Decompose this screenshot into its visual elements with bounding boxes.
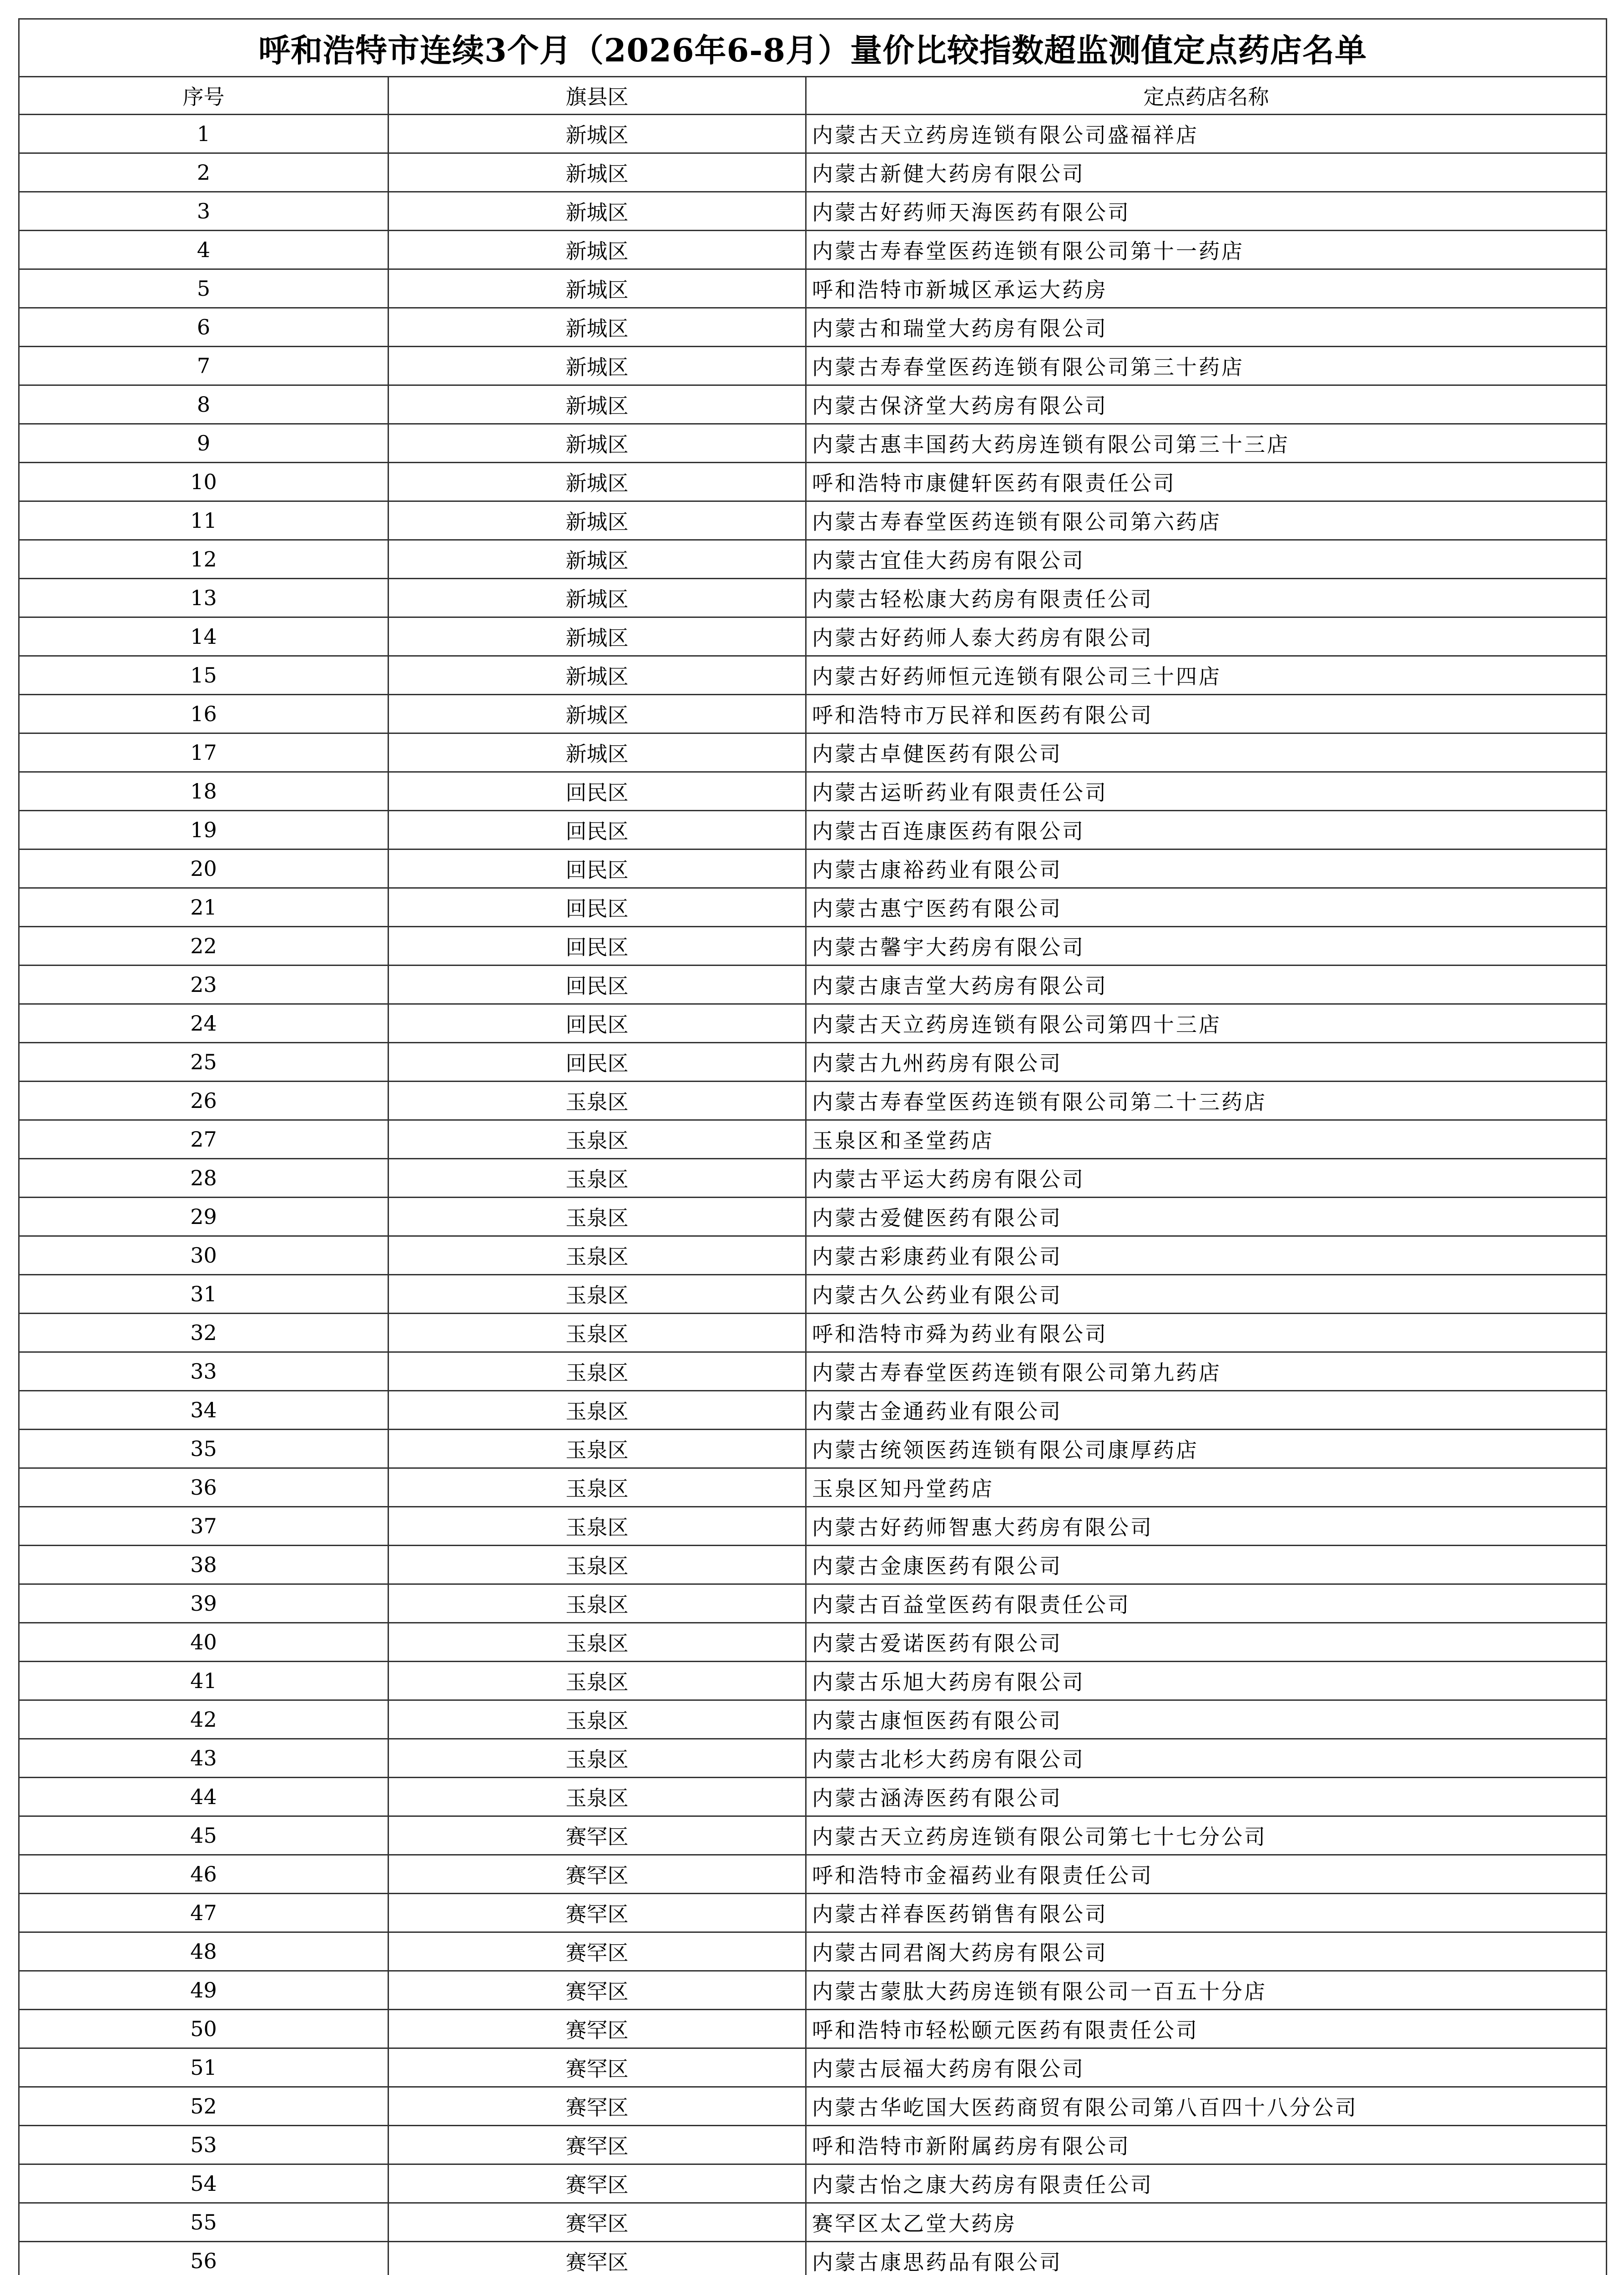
cell-seq: 13 [19, 579, 388, 617]
table-row [19, 1468, 1607, 1507]
cell-pharmacy-name: 内蒙古寿春堂医药连锁有限公司第二十三药店 [806, 1082, 1607, 1120]
cell-district: 玉泉区 [388, 1275, 806, 1314]
cell-district: 回民区 [388, 772, 806, 811]
table-row [19, 966, 1607, 1004]
table-row [19, 153, 1607, 192]
table-row [19, 231, 1607, 269]
cell-district: 玉泉区 [388, 1352, 806, 1391]
cell-district: 新城区 [388, 656, 806, 695]
cell-seq: 20 [19, 849, 388, 888]
cell-district: 玉泉区 [388, 1507, 806, 1546]
cell-pharmacy-name: 内蒙古康恒医药有限公司 [806, 1700, 1607, 1739]
cell-seq: 41 [19, 1662, 388, 1700]
cell-district: 新城区 [388, 579, 806, 617]
cell-district: 回民区 [388, 966, 806, 1004]
title-row [19, 19, 1607, 77]
table-row [19, 540, 1607, 579]
table-row [19, 1894, 1607, 1932]
cell-district: 玉泉区 [388, 1778, 806, 1816]
cell-district: 新城区 [388, 617, 806, 656]
cell-district: 玉泉区 [388, 1468, 806, 1507]
table-row [19, 1700, 1607, 1739]
cell-pharmacy-name: 呼和浩特市轻松颐元医药有限责任公司 [806, 2010, 1607, 2048]
cell-seq: 5 [19, 269, 388, 308]
cell-seq: 3 [19, 192, 388, 231]
table-row [19, 1043, 1607, 1082]
cell-seq: 9 [19, 424, 388, 463]
cell-district: 玉泉区 [388, 1700, 806, 1739]
cell-district: 玉泉区 [388, 1236, 806, 1275]
cell-district: 新城区 [388, 695, 806, 733]
cell-seq: 27 [19, 1120, 388, 1159]
cell-seq: 32 [19, 1314, 388, 1352]
cell-seq: 50 [19, 2010, 388, 2048]
cell-seq: 31 [19, 1275, 388, 1314]
cell-pharmacy-name: 内蒙古乐旭大药房有限公司 [806, 1662, 1607, 1700]
cell-district: 玉泉区 [388, 1391, 806, 1430]
cell-seq: 47 [19, 1894, 388, 1932]
header-row [19, 77, 1607, 115]
cell-seq: 8 [19, 385, 388, 424]
cell-district: 回民区 [388, 927, 806, 966]
cell-seq: 43 [19, 1739, 388, 1778]
cell-district: 赛罕区 [388, 2126, 806, 2164]
cell-pharmacy-name: 内蒙古康思药品有限公司 [806, 2242, 1607, 2275]
cell-district: 新城区 [388, 269, 806, 308]
table-row [19, 2242, 1607, 2275]
table-row [19, 424, 1607, 463]
cell-seq: 24 [19, 1004, 388, 1043]
cell-district: 玉泉区 [388, 1623, 806, 1662]
cell-seq: 37 [19, 1507, 388, 1546]
table-row [19, 1004, 1607, 1043]
cell-pharmacy-name: 内蒙古平运大药房有限公司 [806, 1159, 1607, 1198]
cell-district: 赛罕区 [388, 2087, 806, 2126]
cell-pharmacy-name: 内蒙古惠宁医药有限公司 [806, 888, 1607, 927]
cell-pharmacy-name: 内蒙古馨宇大药房有限公司 [806, 927, 1607, 966]
cell-district: 玉泉区 [388, 1314, 806, 1352]
cell-seq: 12 [19, 540, 388, 579]
cell-pharmacy-name: 内蒙古统领医药连锁有限公司康厚药店 [806, 1430, 1607, 1468]
cell-pharmacy-name: 内蒙古寿春堂医药连锁有限公司第三十药店 [806, 347, 1607, 385]
cell-seq: 7 [19, 347, 388, 385]
cell-seq: 34 [19, 1391, 388, 1430]
table-row [19, 385, 1607, 424]
table-row [19, 1391, 1607, 1430]
cell-seq: 21 [19, 888, 388, 927]
table-row [19, 347, 1607, 385]
cell-district: 新城区 [388, 385, 806, 424]
table-row [19, 1120, 1607, 1159]
cell-pharmacy-name: 内蒙古好药师恒元连锁有限公司三十四店 [806, 656, 1607, 695]
cell-district: 回民区 [388, 1043, 806, 1082]
table-row [19, 1584, 1607, 1623]
cell-seq: 55 [19, 2203, 388, 2242]
cell-district: 玉泉区 [388, 1082, 806, 1120]
cell-district: 新城区 [388, 347, 806, 385]
cell-district: 赛罕区 [388, 1855, 806, 1894]
cell-district: 回民区 [388, 1004, 806, 1043]
cell-seq: 33 [19, 1352, 388, 1391]
cell-pharmacy-name: 呼和浩特市新城区承运大药房 [806, 269, 1607, 308]
table-row [19, 849, 1607, 888]
cell-seq: 10 [19, 463, 388, 501]
cell-pharmacy-name: 内蒙古祥春医药销售有限公司 [806, 1894, 1607, 1932]
table-row [19, 269, 1607, 308]
cell-pharmacy-name: 内蒙古蒙肽大药房连锁有限公司一百五十分店 [806, 1971, 1607, 2010]
table-row [19, 2164, 1607, 2203]
cell-seq: 14 [19, 617, 388, 656]
table-row [19, 772, 1607, 811]
cell-seq: 42 [19, 1700, 388, 1739]
table-row [19, 2203, 1607, 2242]
table-row [19, 1430, 1607, 1468]
cell-pharmacy-name: 内蒙古天立药房连锁有限公司第七十七分公司 [806, 1816, 1607, 1855]
cell-seq: 2 [19, 153, 388, 192]
cell-district: 玉泉区 [388, 1120, 806, 1159]
cell-seq: 11 [19, 501, 388, 540]
cell-pharmacy-name: 内蒙古九州药房有限公司 [806, 1043, 1607, 1082]
cell-seq: 46 [19, 1855, 388, 1894]
cell-district: 赛罕区 [388, 2242, 806, 2275]
cell-district: 赛罕区 [388, 1816, 806, 1855]
cell-district: 新城区 [388, 231, 806, 269]
cell-seq: 29 [19, 1198, 388, 1236]
cell-seq: 4 [19, 231, 388, 269]
cell-pharmacy-name: 内蒙古同君阁大药房有限公司 [806, 1932, 1607, 1971]
cell-district: 新城区 [388, 192, 806, 231]
cell-district: 新城区 [388, 463, 806, 501]
pharmacy-table [18, 18, 1607, 2275]
cell-seq: 36 [19, 1468, 388, 1507]
table-row [19, 733, 1607, 772]
table-row [19, 2010, 1607, 2048]
cell-pharmacy-name: 呼和浩特市舜为药业有限公司 [806, 1314, 1607, 1352]
table-body [19, 115, 1607, 2275]
cell-pharmacy-name: 内蒙古华屹国大医药商贸有限公司第八百四十八分公司 [806, 2087, 1607, 2126]
table-row [19, 1971, 1607, 2010]
table-row [19, 1778, 1607, 1816]
cell-district: 玉泉区 [388, 1546, 806, 1584]
table-row [19, 1198, 1607, 1236]
cell-pharmacy-name: 内蒙古辰福大药房有限公司 [806, 2048, 1607, 2087]
cell-pharmacy-name: 内蒙古好药师天海医药有限公司 [806, 192, 1607, 231]
cell-seq: 15 [19, 656, 388, 695]
cell-district: 回民区 [388, 888, 806, 927]
cell-seq: 30 [19, 1236, 388, 1275]
table-row [19, 1816, 1607, 1855]
cell-pharmacy-name: 玉泉区知丹堂药店 [806, 1468, 1607, 1507]
table-row [19, 1507, 1607, 1546]
table-row [19, 1275, 1607, 1314]
cell-district: 赛罕区 [388, 1894, 806, 1932]
cell-seq: 26 [19, 1082, 388, 1120]
table-row [19, 1623, 1607, 1662]
cell-pharmacy-name: 内蒙古怡之康大药房有限责任公司 [806, 2164, 1607, 2203]
cell-seq: 19 [19, 811, 388, 849]
table-row [19, 656, 1607, 695]
cell-district: 新城区 [388, 540, 806, 579]
cell-seq: 17 [19, 733, 388, 772]
cell-seq: 6 [19, 308, 388, 347]
table-row [19, 192, 1607, 231]
cell-pharmacy-name: 内蒙古寿春堂医药连锁有限公司第十一药店 [806, 231, 1607, 269]
cell-district: 新城区 [388, 733, 806, 772]
table-row [19, 2126, 1607, 2164]
cell-pharmacy-name: 内蒙古好药师人泰大药房有限公司 [806, 617, 1607, 656]
cell-district: 玉泉区 [388, 1198, 806, 1236]
table-row [19, 308, 1607, 347]
column-header-district: 旗县区 [388, 77, 806, 115]
cell-pharmacy-name: 内蒙古爱健医药有限公司 [806, 1198, 1607, 1236]
table-row [19, 579, 1607, 617]
cell-pharmacy-name: 内蒙古轻松康大药房有限责任公司 [806, 579, 1607, 617]
table-row [19, 811, 1607, 849]
cell-district: 玉泉区 [388, 1159, 806, 1198]
cell-district: 赛罕区 [388, 2164, 806, 2203]
cell-seq: 22 [19, 927, 388, 966]
cell-seq: 38 [19, 1546, 388, 1584]
cell-pharmacy-name: 内蒙古惠丰国药大药房连锁有限公司第三十三店 [806, 424, 1607, 463]
cell-seq: 40 [19, 1623, 388, 1662]
table-row [19, 2087, 1607, 2126]
cell-pharmacy-name: 内蒙古百连康医药有限公司 [806, 811, 1607, 849]
cell-district: 赛罕区 [388, 2203, 806, 2242]
table-row [19, 1159, 1607, 1198]
document-title: 呼和浩特市连续3个月（2026年6-8月）量价比较指数超监测值定点药店名单 [19, 19, 1607, 77]
cell-district: 回民区 [388, 849, 806, 888]
table-row [19, 1082, 1607, 1120]
table-row [19, 695, 1607, 733]
cell-pharmacy-name: 呼和浩特市万民祥和医药有限公司 [806, 695, 1607, 733]
cell-seq: 49 [19, 1971, 388, 2010]
cell-district: 玉泉区 [388, 1662, 806, 1700]
cell-pharmacy-name: 内蒙古新健大药房有限公司 [806, 153, 1607, 192]
cell-district: 赛罕区 [388, 2010, 806, 2048]
cell-pharmacy-name: 内蒙古涵涛医药有限公司 [806, 1778, 1607, 1816]
cell-district: 新城区 [388, 424, 806, 463]
cell-seq: 18 [19, 772, 388, 811]
table-row [19, 1546, 1607, 1584]
table-row [19, 1314, 1607, 1352]
cell-pharmacy-name: 呼和浩特市康健轩医药有限责任公司 [806, 463, 1607, 501]
cell-seq: 39 [19, 1584, 388, 1623]
cell-district: 赛罕区 [388, 1971, 806, 2010]
cell-pharmacy-name: 呼和浩特市新附属药房有限公司 [806, 2126, 1607, 2164]
cell-seq: 1 [19, 115, 388, 153]
table-row [19, 1739, 1607, 1778]
table-row [19, 501, 1607, 540]
cell-seq: 52 [19, 2087, 388, 2126]
cell-seq: 48 [19, 1932, 388, 1971]
cell-pharmacy-name: 内蒙古康裕药业有限公司 [806, 849, 1607, 888]
cell-seq: 23 [19, 966, 388, 1004]
cell-district: 赛罕区 [388, 2048, 806, 2087]
cell-pharmacy-name: 内蒙古金康医药有限公司 [806, 1546, 1607, 1584]
table-row [19, 1236, 1607, 1275]
cell-pharmacy-name: 内蒙古宜佳大药房有限公司 [806, 540, 1607, 579]
cell-pharmacy-name: 呼和浩特市金福药业有限责任公司 [806, 1855, 1607, 1894]
cell-seq: 56 [19, 2242, 388, 2275]
cell-pharmacy-name: 内蒙古运昕药业有限责任公司 [806, 772, 1607, 811]
table-row [19, 2048, 1607, 2087]
table-row [19, 617, 1607, 656]
cell-district: 新城区 [388, 153, 806, 192]
table-row [19, 1352, 1607, 1391]
column-header-pharmacy-name: 定点药店名称 [806, 77, 1607, 115]
cell-pharmacy-name: 内蒙古天立药房连锁有限公司盛福祥店 [806, 115, 1607, 153]
cell-pharmacy-name: 内蒙古北杉大药房有限公司 [806, 1739, 1607, 1778]
table-row [19, 927, 1607, 966]
table-row [19, 463, 1607, 501]
cell-pharmacy-name: 内蒙古百益堂医药有限责任公司 [806, 1584, 1607, 1623]
cell-pharmacy-name: 内蒙古卓健医药有限公司 [806, 733, 1607, 772]
cell-pharmacy-name: 内蒙古天立药房连锁有限公司第四十三店 [806, 1004, 1607, 1043]
table-row [19, 1662, 1607, 1700]
table-row [19, 1932, 1607, 1971]
table-row [19, 115, 1607, 153]
cell-seq: 25 [19, 1043, 388, 1082]
cell-pharmacy-name: 内蒙古好药师智惠大药房有限公司 [806, 1507, 1607, 1546]
cell-district: 玉泉区 [388, 1584, 806, 1623]
cell-pharmacy-name: 内蒙古久公药业有限公司 [806, 1275, 1607, 1314]
cell-seq: 16 [19, 695, 388, 733]
cell-district: 新城区 [388, 501, 806, 540]
column-header-seq: 序号 [19, 77, 388, 115]
cell-district: 新城区 [388, 308, 806, 347]
cell-pharmacy-name: 内蒙古寿春堂医药连锁有限公司第六药店 [806, 501, 1607, 540]
cell-seq: 45 [19, 1816, 388, 1855]
cell-seq: 53 [19, 2126, 388, 2164]
cell-district: 新城区 [388, 115, 806, 153]
cell-seq: 28 [19, 1159, 388, 1198]
pharmacy-list-document [18, 18, 1606, 2275]
cell-pharmacy-name: 赛罕区太乙堂大药房 [806, 2203, 1607, 2242]
cell-district: 赛罕区 [388, 1932, 806, 1971]
cell-pharmacy-name: 内蒙古彩康药业有限公司 [806, 1236, 1607, 1275]
cell-pharmacy-name: 内蒙古寿春堂医药连锁有限公司第九药店 [806, 1352, 1607, 1391]
cell-district: 回民区 [388, 811, 806, 849]
cell-district: 玉泉区 [388, 1739, 806, 1778]
cell-pharmacy-name: 内蒙古保济堂大药房有限公司 [806, 385, 1607, 424]
table-row [19, 1855, 1607, 1894]
cell-seq: 35 [19, 1430, 388, 1468]
cell-pharmacy-name: 内蒙古金通药业有限公司 [806, 1391, 1607, 1430]
table-row [19, 888, 1607, 927]
cell-pharmacy-name: 玉泉区和圣堂药店 [806, 1120, 1607, 1159]
cell-pharmacy-name: 内蒙古康吉堂大药房有限公司 [806, 966, 1607, 1004]
cell-district: 玉泉区 [388, 1430, 806, 1468]
cell-seq: 44 [19, 1778, 388, 1816]
cell-seq: 51 [19, 2048, 388, 2087]
cell-seq: 54 [19, 2164, 388, 2203]
cell-pharmacy-name: 内蒙古爱诺医药有限公司 [806, 1623, 1607, 1662]
cell-pharmacy-name: 内蒙古和瑞堂大药房有限公司 [806, 308, 1607, 347]
